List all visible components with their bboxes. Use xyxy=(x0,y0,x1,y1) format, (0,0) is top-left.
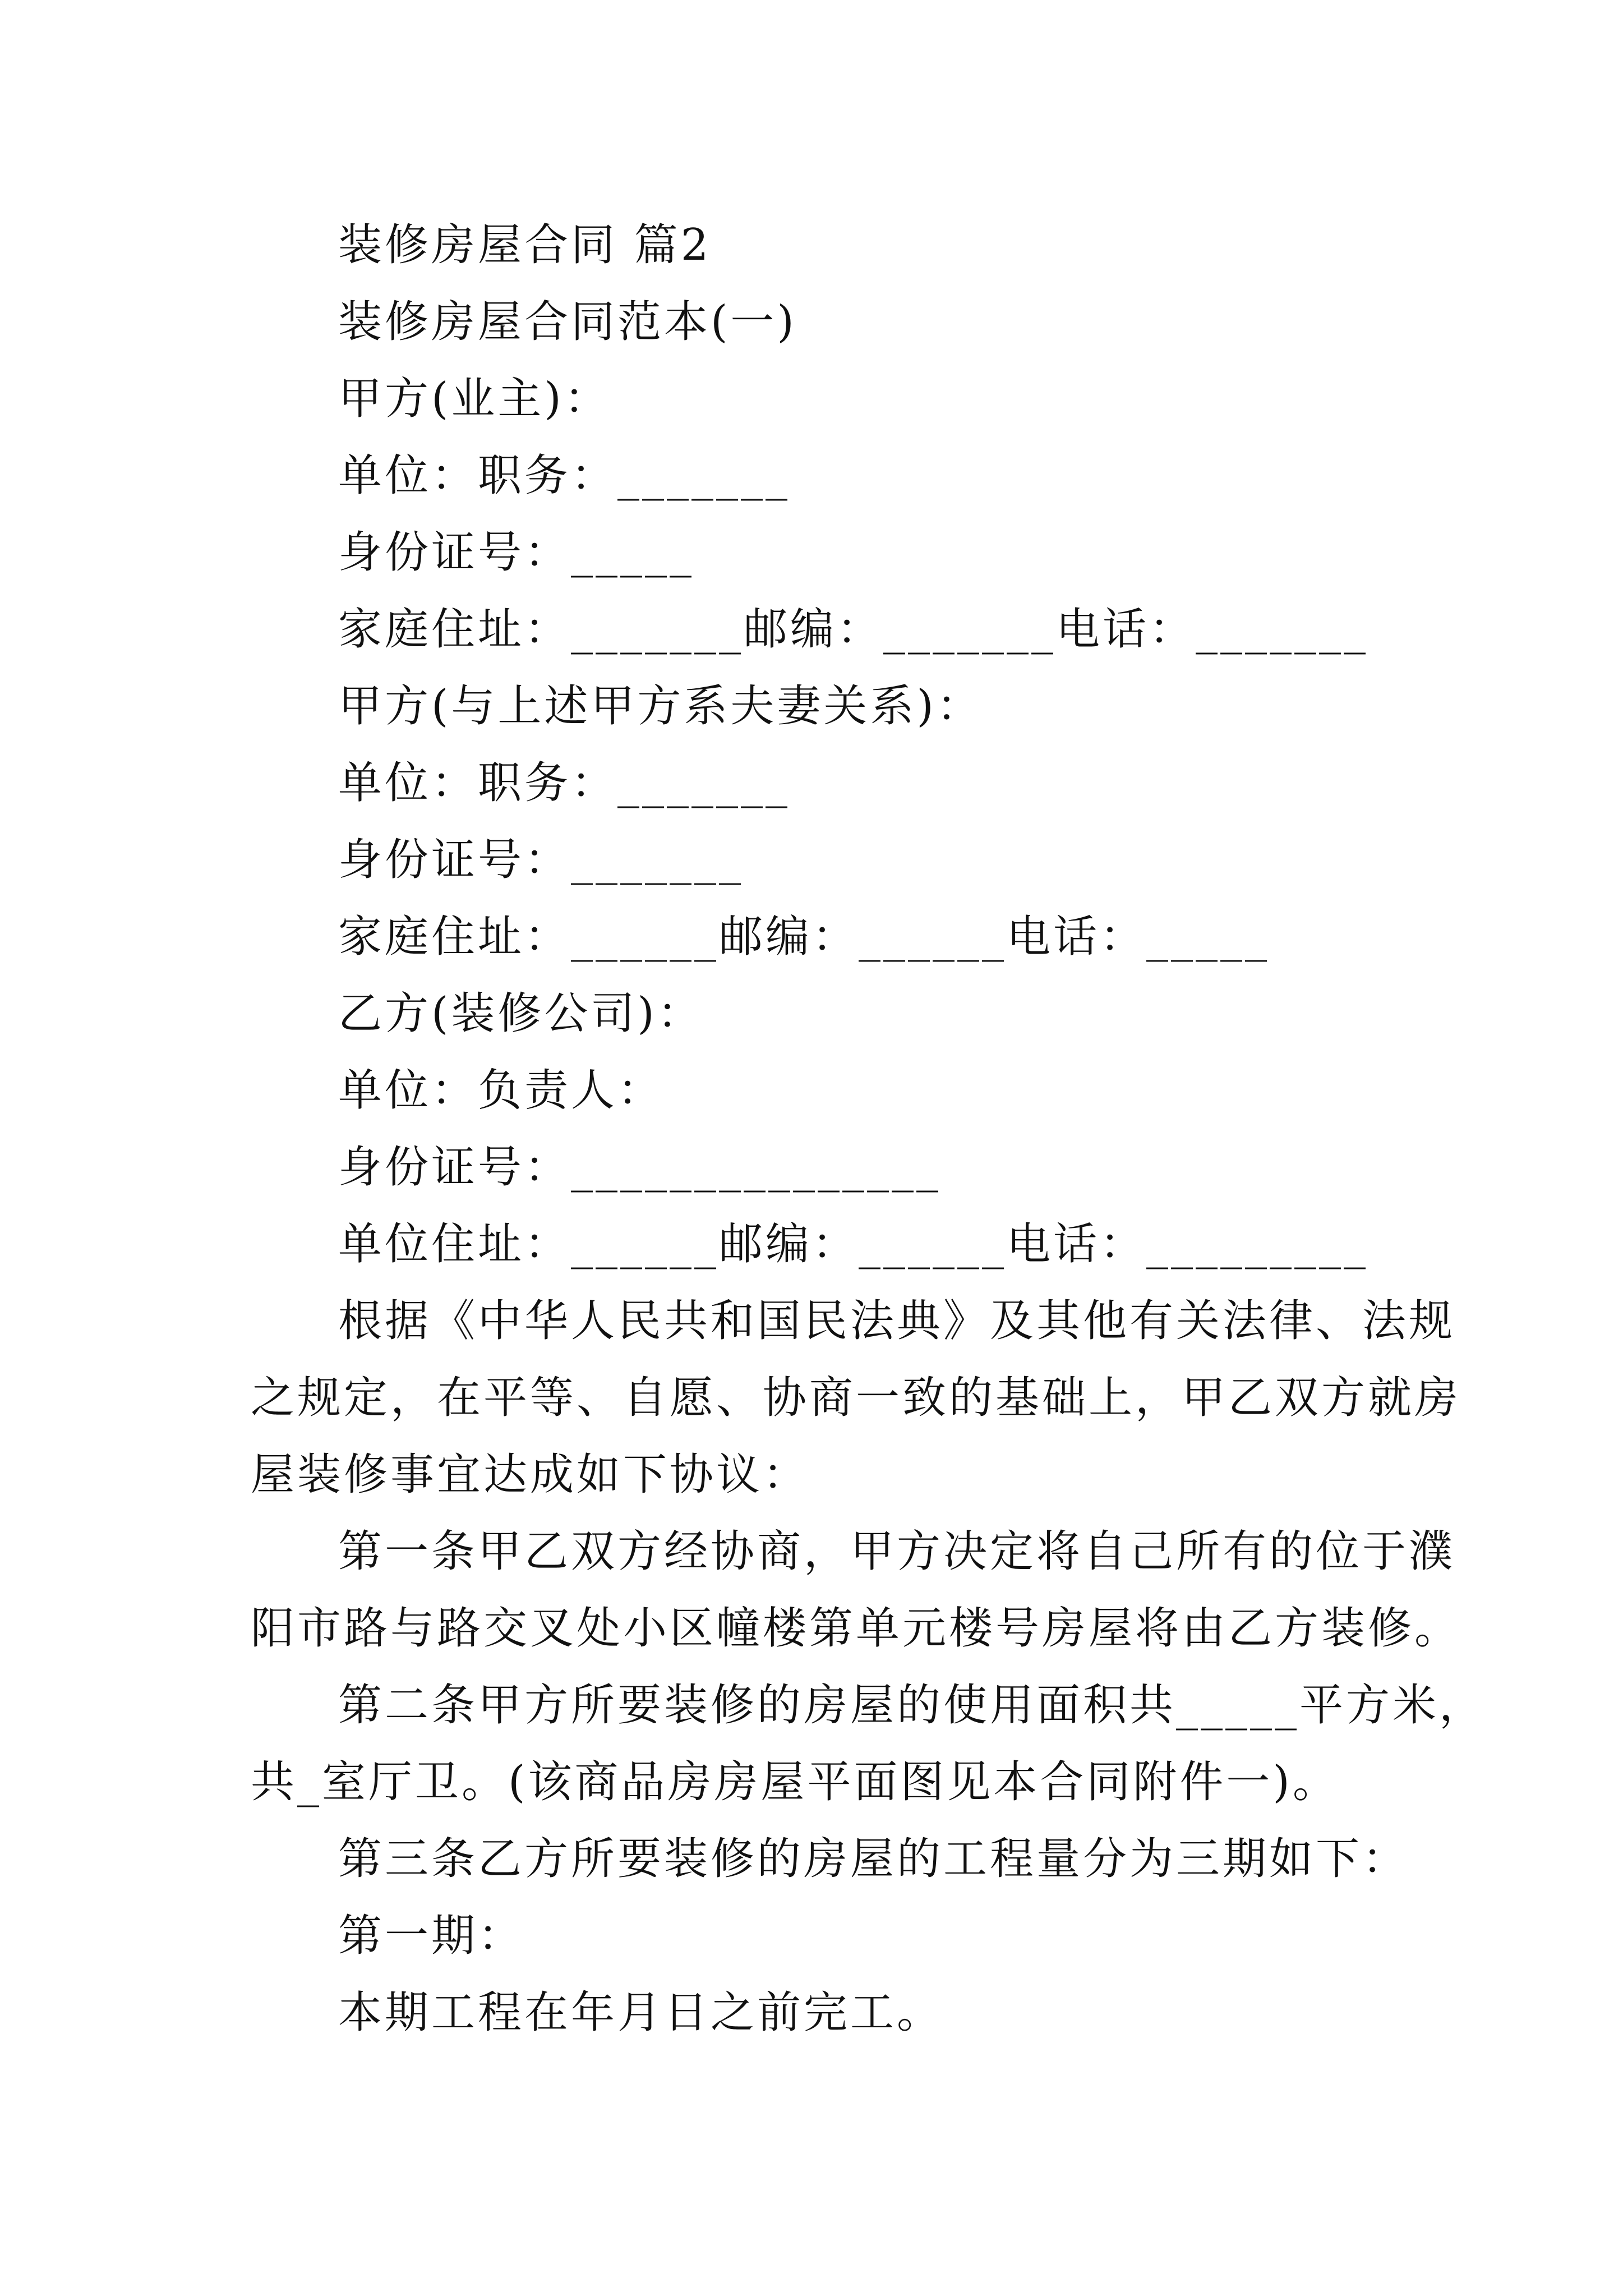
party-a-label: 甲方(业主)： xyxy=(338,374,611,424)
contract-title: 装修房屋合同范本(一) xyxy=(338,297,797,347)
preamble-line-1: 根据《中华人民共和国民法典》及其他有关法律、法规 xyxy=(338,1296,1456,1346)
article-3: 第三条乙方所要装修的房屋的工程量分为三期如下： xyxy=(338,1834,1409,1884)
party-b-id-number: 身份证号：_______________ xyxy=(338,1142,942,1193)
party-a-spouse-id-number: 身份证号：_______ xyxy=(338,835,744,885)
article-1-line-2: 阳市路与路交叉处小区幢楼第单元楼号房屋将由乙方装修。 xyxy=(251,1603,1461,1654)
party-b-label: 乙方(装修公司)： xyxy=(338,988,704,1039)
phase-1-label: 第一期： xyxy=(338,1911,525,1961)
preamble-line-3: 屋装修事宜达成如下协议： xyxy=(251,1450,810,1500)
article-2-line-1: 第二条甲方所要装修的房屋的使用面积共_____平方米， xyxy=(338,1680,1486,1731)
preamble-line-2: 之规定，在平等、自愿、协商一致的基础上，甲乙双方就房 xyxy=(251,1373,1461,1423)
party-a-unit-position: 单位：职务：_______ xyxy=(338,450,791,501)
party-a-spouse-address-contact: 家庭住址：______邮编：______电话：_____ xyxy=(338,912,1270,962)
party-a-address-contact: 家庭住址：_______邮编：_______电话：_______ xyxy=(338,604,1369,655)
party-b-address-contact: 单位住址：______邮编：______电话：_________ xyxy=(338,1219,1369,1269)
article-2-line-2: 共_室厅卫。(该商品房房屋平面图见本合同附件一)。 xyxy=(251,1757,1339,1807)
section-heading: 装修房屋合同 篇2 xyxy=(338,220,712,270)
party-b-unit-responsible: 单位：负责人： xyxy=(338,1065,665,1116)
article-1-line-1: 第一条甲乙双方经协商，甲方决定将自己所有的位于濮 xyxy=(338,1526,1456,1577)
party-a-spouse-label: 甲方(与上述甲方系夫妻关系)： xyxy=(338,681,983,731)
party-a-spouse-unit-position: 单位：职务：_______ xyxy=(338,758,791,808)
phase-1-completion: 本期工程在年月日之前完工。 xyxy=(338,1987,944,2038)
party-a-id-number: 身份证号：_____ xyxy=(338,527,695,578)
